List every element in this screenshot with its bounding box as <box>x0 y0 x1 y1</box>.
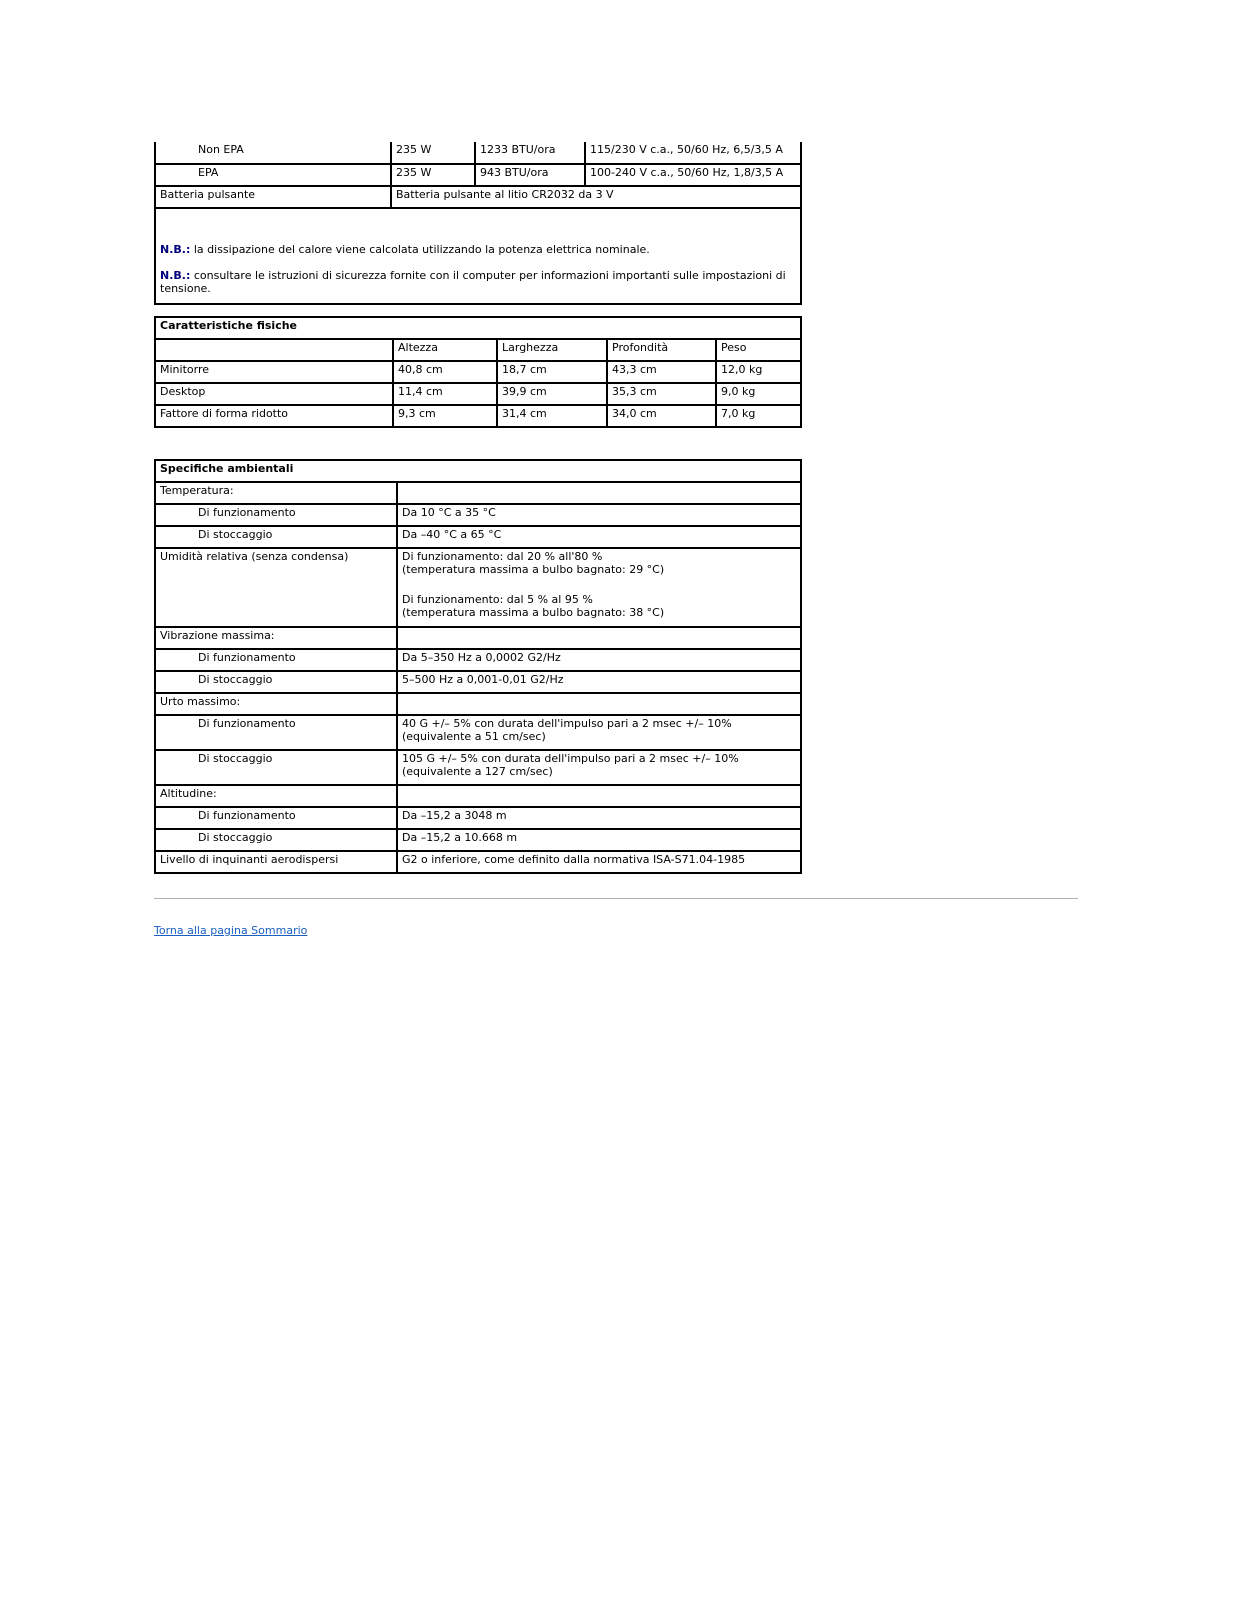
column-header: Altezza <box>393 339 497 361</box>
table-row <box>155 807 801 829</box>
table-row <box>155 785 801 807</box>
row-label: Umidità relativa (senza condensa) <box>155 548 397 627</box>
table-row <box>155 142 801 164</box>
text-line: (temperatura massima a bulbo bagnato: 29 °C) <box>402 563 665 576</box>
cell: Da –15,2 a 10.668 m <box>397 829 801 851</box>
table-row <box>155 627 801 649</box>
cell: 43,3 cm <box>607 361 716 383</box>
cell: 9,3 cm <box>393 405 497 427</box>
table-title: Specifiche ambientali <box>155 460 801 482</box>
power-specs-table <box>154 142 802 305</box>
row-label: Temperatura: <box>155 482 397 504</box>
table-row <box>155 383 801 405</box>
row-label: EPA <box>155 164 391 186</box>
table-row <box>155 164 801 186</box>
empty-header-cell <box>155 339 393 361</box>
column-header: Larghezza <box>497 339 607 361</box>
cell: 34,0 cm <box>607 405 716 427</box>
text-line: (equivalente a 51 cm/sec) <box>402 730 546 743</box>
wattage-value: 235 W <box>391 142 475 164</box>
cell: 9,0 kg <box>716 383 801 405</box>
environmental-specs-table <box>154 459 802 874</box>
humidity-storage <box>402 593 796 619</box>
row-label: Livello di inquinanti aerodispersi <box>155 851 397 873</box>
row-label: Di funzionamento <box>155 504 397 526</box>
note <box>160 269 796 295</box>
notes-row <box>155 208 801 304</box>
empty-cell <box>397 627 801 649</box>
row-label: Minitorre <box>155 361 393 383</box>
table-row <box>155 715 801 750</box>
table-row <box>155 361 801 383</box>
notes-cell <box>155 208 801 304</box>
table-row <box>155 526 801 548</box>
table-row <box>155 750 801 785</box>
heat-dissipation-value: 1233 BTU/ora <box>475 142 585 164</box>
row-label: Non EPA <box>155 142 391 164</box>
empty-cell <box>397 482 801 504</box>
wattage-value: 235 W <box>391 164 475 186</box>
row-label: Di funzionamento <box>155 807 397 829</box>
humidity-cell <box>397 548 801 627</box>
column-header: Peso <box>716 339 801 361</box>
column-header: Profondità <box>607 339 716 361</box>
table-row <box>155 482 801 504</box>
cell: G2 o inferiore, come definito dalla normativa ISA-S71.04-1985 <box>397 851 801 873</box>
table-row <box>155 548 801 627</box>
humidity-operating <box>402 550 796 576</box>
text-line: Di funzionamento: dal 20 % all'80 % <box>402 550 603 563</box>
text-line: (temperatura massima a bulbo bagnato: 38 °C) <box>402 606 665 619</box>
row-label: Di stoccaggio <box>155 526 397 548</box>
row-label: Altitudine: <box>155 785 397 807</box>
empty-cell <box>397 693 801 715</box>
row-label: Di funzionamento <box>155 649 397 671</box>
table-title: Caratteristiche fisiche <box>155 317 801 339</box>
table-row <box>155 671 801 693</box>
row-label: Di stoccaggio <box>155 750 397 785</box>
row-label: Desktop <box>155 383 393 405</box>
physical-specs-table <box>154 316 802 428</box>
cell <box>397 715 801 750</box>
divider <box>154 898 1078 899</box>
cell: Da 10 °C a 35 °C <box>397 504 801 526</box>
row-label: Di stoccaggio <box>155 671 397 693</box>
table-row <box>155 186 801 208</box>
cell: 35,3 cm <box>607 383 716 405</box>
cell: 31,4 cm <box>497 405 607 427</box>
cell: 40,8 cm <box>393 361 497 383</box>
cell: 5–500 Hz a 0,001-0,01 G2/Hz <box>397 671 801 693</box>
table-row <box>155 693 801 715</box>
cell: Da 5–350 Hz a 0,0002 G2/Hz <box>397 649 801 671</box>
note-text: consultare le istruzioni di sicurezza fornite con il computer per informazioni importanti sulle impostazioni di tensione. <box>160 269 786 295</box>
text-line: 105 G +/– 5% con durata dell'impulso pari a 2 msec +/– 10% <box>402 752 739 765</box>
note-tag: N.B.: <box>160 269 191 282</box>
text-line: Di funzionamento: dal 5 % al 95 % <box>402 593 593 606</box>
table-header-row <box>155 317 801 339</box>
table-row <box>155 504 801 526</box>
cell: 7,0 kg <box>716 405 801 427</box>
text-line: 40 G +/– 5% con durata dell'impulso pari a 2 msec +/– 10% <box>402 717 732 730</box>
table-row <box>155 405 801 427</box>
note-text: la dissipazione del calore viene calcolata utilizzando la potenza elettrica nominale. <box>190 243 650 256</box>
cell <box>397 750 801 785</box>
back-to-contents-link[interactable]: Torna alla pagina Sommario <box>154 924 308 937</box>
cell: 39,9 cm <box>497 383 607 405</box>
heat-dissipation-value: 943 BTU/ora <box>475 164 585 186</box>
cell: 18,7 cm <box>497 361 607 383</box>
table-row <box>155 829 801 851</box>
cell: Da –40 °C a 65 °C <box>397 526 801 548</box>
row-label: Vibrazione massima: <box>155 627 397 649</box>
row-label: Di stoccaggio <box>155 829 397 851</box>
column-header-row <box>155 339 801 361</box>
battery-value: Batteria pulsante al litio CR2032 da 3 V <box>391 186 801 208</box>
empty-cell <box>397 785 801 807</box>
table-header-row <box>155 460 801 482</box>
row-label: Batteria pulsante <box>155 186 391 208</box>
note-tag: N.B.: <box>160 243 191 256</box>
table-row <box>155 649 801 671</box>
table-row <box>155 851 801 873</box>
voltage-value: 115/230 V c.a., 50/60 Hz, 6,5/3,5 A <box>585 142 801 164</box>
row-label: Di funzionamento <box>155 715 397 750</box>
row-label: Fattore di forma ridotto <box>155 405 393 427</box>
text-line: (equivalente a 127 cm/sec) <box>402 765 553 778</box>
cell: 12,0 kg <box>716 361 801 383</box>
cell: Da –15,2 a 3048 m <box>397 807 801 829</box>
note <box>160 243 796 256</box>
cell: 11,4 cm <box>393 383 497 405</box>
row-label: Urto massimo: <box>155 693 397 715</box>
voltage-value: 100-240 V c.a., 50/60 Hz, 1,8/3,5 A <box>585 164 801 186</box>
